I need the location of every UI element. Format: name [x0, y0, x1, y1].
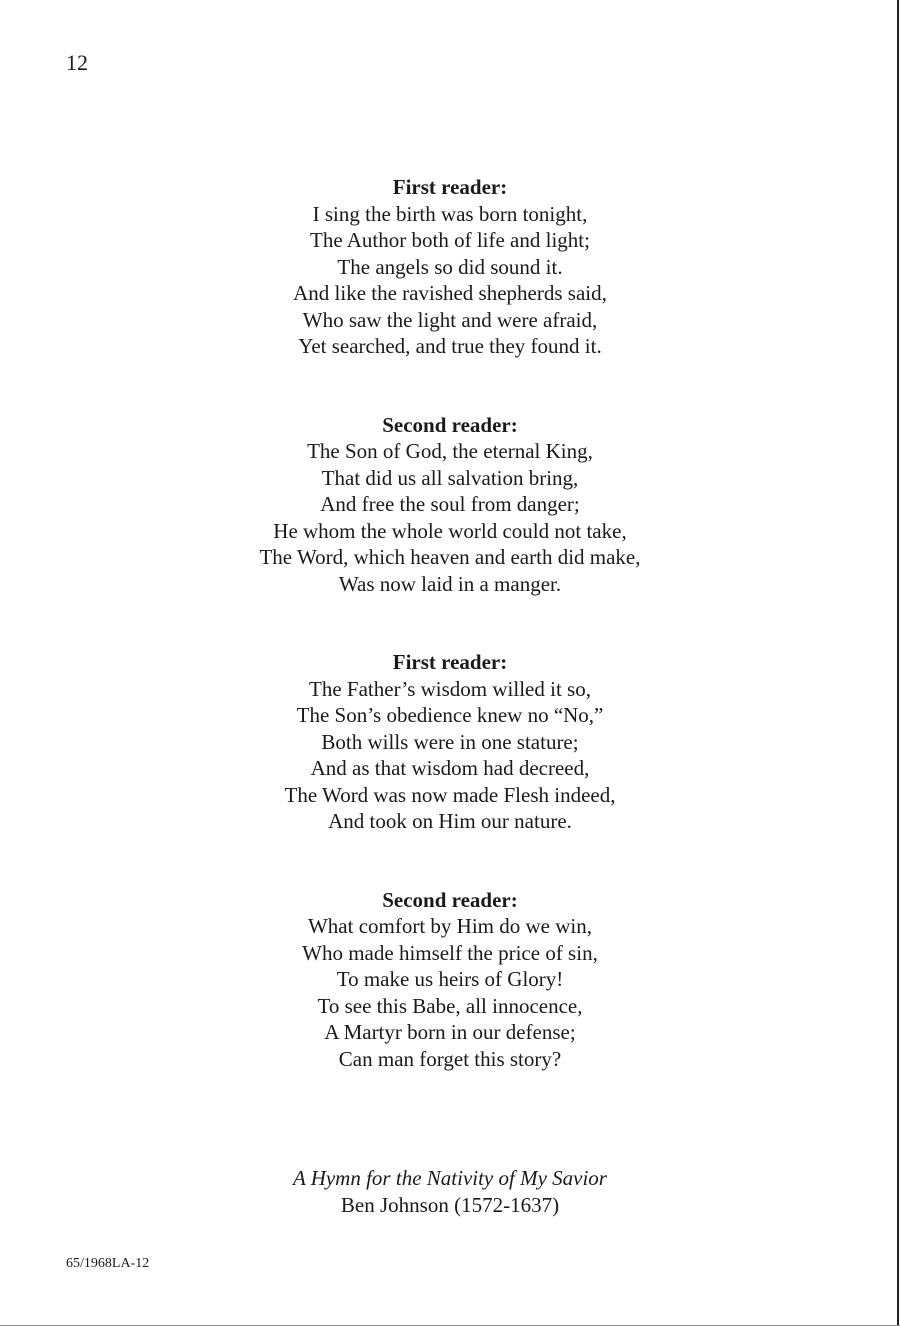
poem-line: The Author both of life and light; — [310, 228, 590, 252]
poem-line: The angels so did sound it. — [337, 254, 563, 279]
poem-line: Who saw the light and were afraid, — [302, 307, 598, 332]
stanza — [0, 887, 900, 1073]
poem-line: And as that wisdom had decreed, — [310, 756, 590, 780]
poem-line: He whom the whole world could not take, — [273, 518, 627, 543]
poem-line: Can man forget this story? — [338, 1046, 562, 1071]
reader-heading: Second reader: — [382, 412, 518, 437]
poem-line: The Son’s obedience knew no “No,” — [296, 703, 604, 727]
stanza — [0, 649, 900, 835]
attribution — [0, 1165, 900, 1219]
work-title: A Hymn for the Nativity of My Savior — [293, 1166, 607, 1190]
poem-line: What comfort by Him do we win, — [307, 914, 593, 938]
poem-line: And free the soul from danger; — [320, 492, 580, 516]
reader-heading: First reader: — [392, 175, 508, 199]
poem-line: And took on Him our nature. — [328, 809, 572, 833]
poem-line: To see this Babe, all innocence, — [317, 993, 583, 1018]
poem-line: The Word was now made Flesh indeed, — [284, 782, 616, 807]
stanza — [0, 412, 900, 598]
poem-line: The Father’s wisdom willed it so, — [309, 676, 591, 701]
reader-heading: Second reader: — [382, 887, 518, 912]
reader-heading: First reader: — [392, 650, 508, 674]
poem-line: Was now laid in a manger. — [338, 571, 562, 596]
poem-line: That did us all salvation bring, — [321, 465, 579, 490]
poem-line: Who made himself the price of sin, — [302, 940, 598, 965]
poem-line: Both wills were in one stature; — [321, 729, 579, 754]
poem-line: And like the ravished shepherds said, — [293, 281, 607, 305]
poem-line: I sing the birth was born tonight, — [312, 201, 588, 226]
poem-line: Yet searched, and true they found it. — [298, 334, 602, 358]
poem-line: The Son of God, the eternal King, — [307, 439, 593, 463]
poem — [0, 174, 900, 1124]
stanza — [0, 174, 900, 360]
author-credit: Ben Johnson (1572-1637) — [340, 1193, 560, 1217]
poem-line: The Word, which heaven and earth did make, — [259, 545, 641, 569]
poem-line: A Martyr born in our defense; — [324, 1020, 576, 1044]
catalog-code: 65/1968LA-12 — [66, 1256, 150, 1271]
page-number: 12 — [66, 50, 88, 75]
poem-line: To make us heirs of Glory! — [336, 967, 564, 991]
